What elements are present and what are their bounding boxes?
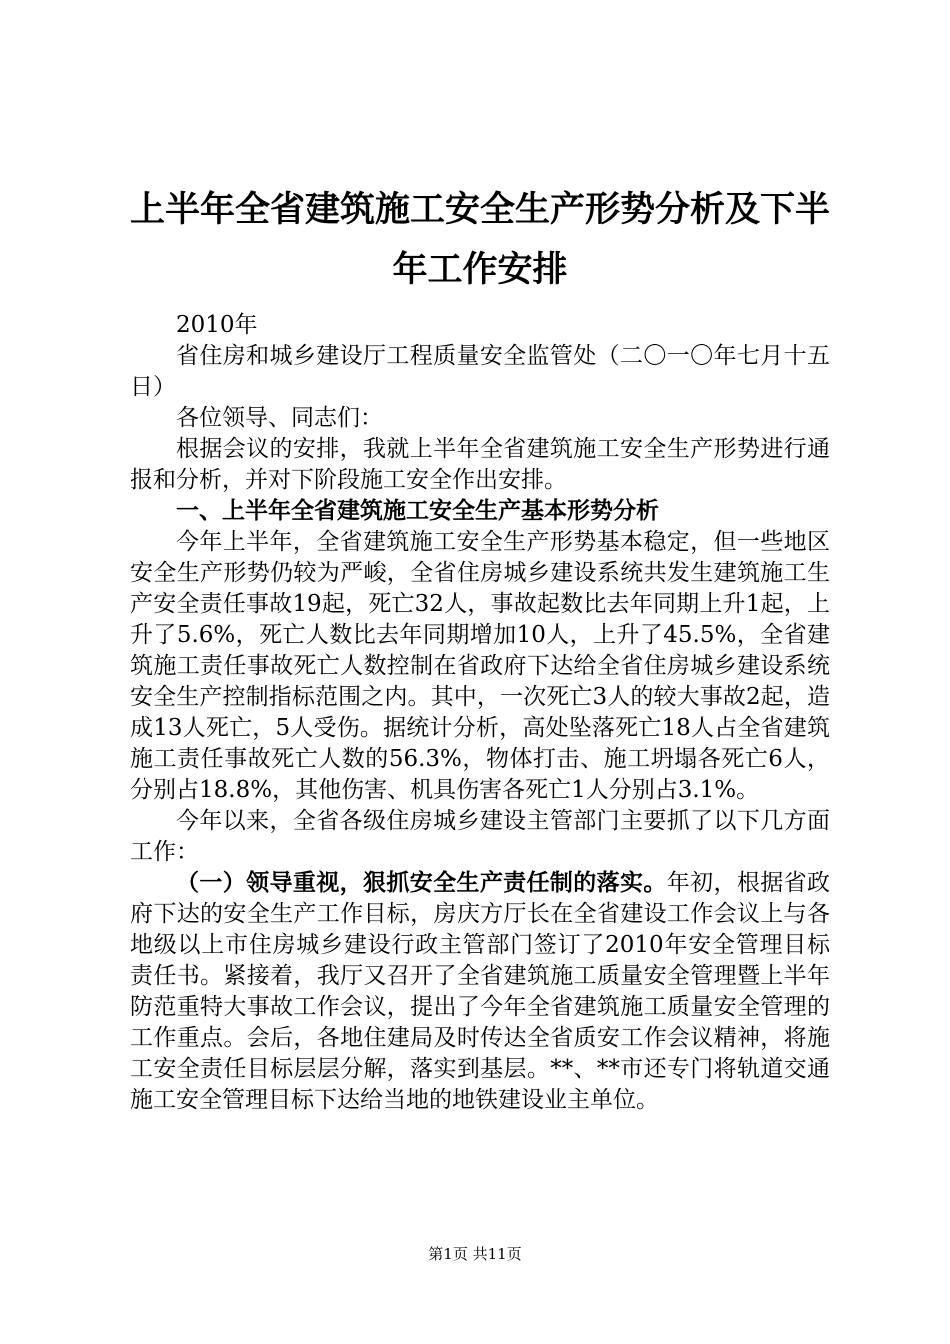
title-line-1: 上半年全省建筑施工安全生产形势分析及下半 — [130, 190, 831, 230]
section-1-heading: 一、上半年全省建筑施工安全生产基本形势分析 — [176, 498, 659, 524]
subsection-1-paragraph — [130, 868, 830, 1116]
section-1-paragraph-2: 今年以来，全省各级住房城乡建设主管部门主要抓了以下几方面工作： — [130, 808, 830, 865]
intro-paragraph: 根据会议的安排，我就上半年全省建筑施工安全生产形势进行通报和分析，并对下阶段施工安全作出安排。 — [130, 436, 830, 493]
page-number: 第1页 共11页 — [428, 1245, 522, 1263]
document-year: 2010年 — [176, 312, 258, 338]
document-page — [130, 180, 830, 1116]
section-1-paragraph-1: 今年上半年，全省建筑施工安全生产形势基本稳定，但一些地区安全生产形势仍较为严峻，全省住房城乡建设系统共发生建筑施工生产安全责任事故19起，死亡32人，事故起数比去年同期上升1起，上升了5.6%，死亡人数比去年同期增加10人，上升了45.5%，全省建筑施工责任事故死亡人数控制在省政府下达给全省住房城乡建设系统安全生产控制指标范围之内。其中，一次死亡3人的较大事故2起，造成13人死亡，5人受伤。据统计分析，高处坠落死亡18人占全省建筑施工责任事故死亡人数的56.3%，物体打击、施工坍塌各死亡6人，分别占18.8%，其他伤害、机具伤害各死亡1人分别占3.1%。 — [130, 529, 830, 803]
subsection-1-text: 年初，根据省政府下达的安全生产工作目标，房庆方厅长在全省建设工作会议上与各地级以上市住房城乡建设行政主管部门签订了2010年安全管理目标责任书。紧接着，我厅又召开了全省建筑施工质量安全管理暨上半年防范重特大事故工作会议，提出了今年全省建筑施工质量安全管理的工作重点。会后，各地住建局及时传达全省质安工作会议精神，将施工安全责任目标层层分解，落实到基层。**、**市还专门将轨道交通施工安全管理目标下达给当地的地铁建设业主单位。 — [130, 870, 831, 1113]
document-issuer: 省住房和城乡建设厅工程质量安全监管处（二〇一〇年七月十五日） — [130, 343, 830, 400]
subsection-1-heading: （一）领导重视，狠抓安全生产责任制的落实。 — [176, 870, 667, 896]
page-footer — [0, 1244, 950, 1264]
salutation: 各位领导、同志们： — [176, 405, 383, 431]
document-title — [130, 180, 830, 300]
title-line-2: 年工作安排 — [392, 250, 568, 290]
